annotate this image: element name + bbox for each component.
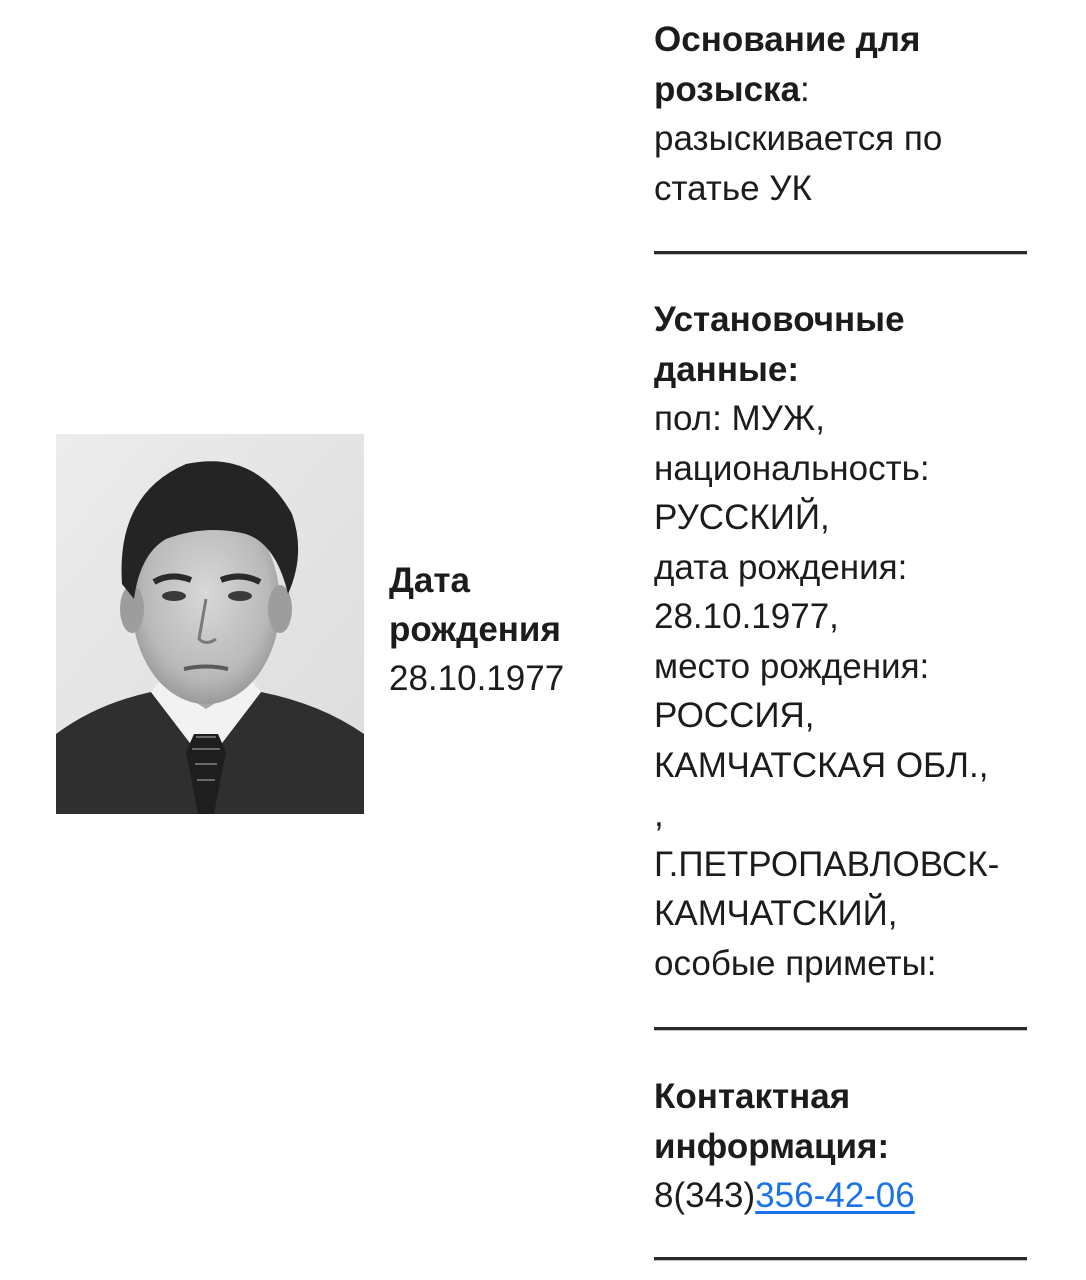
identity-line: РУССКИЙ, bbox=[654, 498, 830, 537]
section-divider bbox=[654, 1257, 1027, 1261]
dob-summary bbox=[389, 556, 619, 703]
identity-line: , bbox=[654, 795, 664, 834]
suspect-photo bbox=[56, 434, 364, 814]
identity-line: национальность: bbox=[654, 448, 930, 488]
phone-prefix: 8(343) bbox=[654, 1176, 756, 1215]
contact-label-line2: информация: bbox=[654, 1126, 890, 1166]
identity-line: КАМЧАТСКАЯ ОБЛ., bbox=[654, 745, 989, 785]
phone-link[interactable]: 356-42-06 bbox=[755, 1176, 915, 1215]
identity-line: дата рождения: bbox=[654, 547, 908, 587]
reason-label-line1: Основание для bbox=[654, 20, 921, 59]
identity-section bbox=[654, 295, 1054, 988]
section-divider bbox=[654, 251, 1027, 255]
identity-label-line1: Установочные bbox=[654, 300, 905, 339]
dob-label-line1: Дата bbox=[389, 561, 471, 600]
reason-label-line2: розыска: bbox=[654, 69, 810, 109]
identity-line: 28.10.1977, bbox=[654, 597, 839, 636]
identity-line: место рождения: bbox=[654, 646, 930, 686]
section-divider bbox=[654, 1027, 1027, 1031]
identity-line: РОССИЯ, bbox=[654, 696, 815, 735]
identity-line: особые приметы: bbox=[654, 943, 937, 983]
dob-label-line2: рождения bbox=[389, 610, 561, 649]
identity-line: Г.ПЕТРОПАВЛОВСК- bbox=[654, 844, 1000, 884]
reason-value-line1: разыскивается по bbox=[654, 119, 943, 158]
identity-label-line2: данные: bbox=[654, 349, 799, 389]
identity-line: КАМЧАТСКИЙ, bbox=[654, 894, 898, 933]
contact-label-line1: Контактная bbox=[654, 1077, 851, 1116]
dob-value: 28.10.1977 bbox=[389, 659, 565, 698]
contact-phone bbox=[654, 1171, 1054, 1221]
reason-value-line2: статье УК bbox=[654, 168, 812, 208]
identity-line: пол: МУЖ, bbox=[654, 399, 825, 438]
reason-section bbox=[654, 15, 1054, 213]
contact-section bbox=[654, 1072, 1054, 1221]
